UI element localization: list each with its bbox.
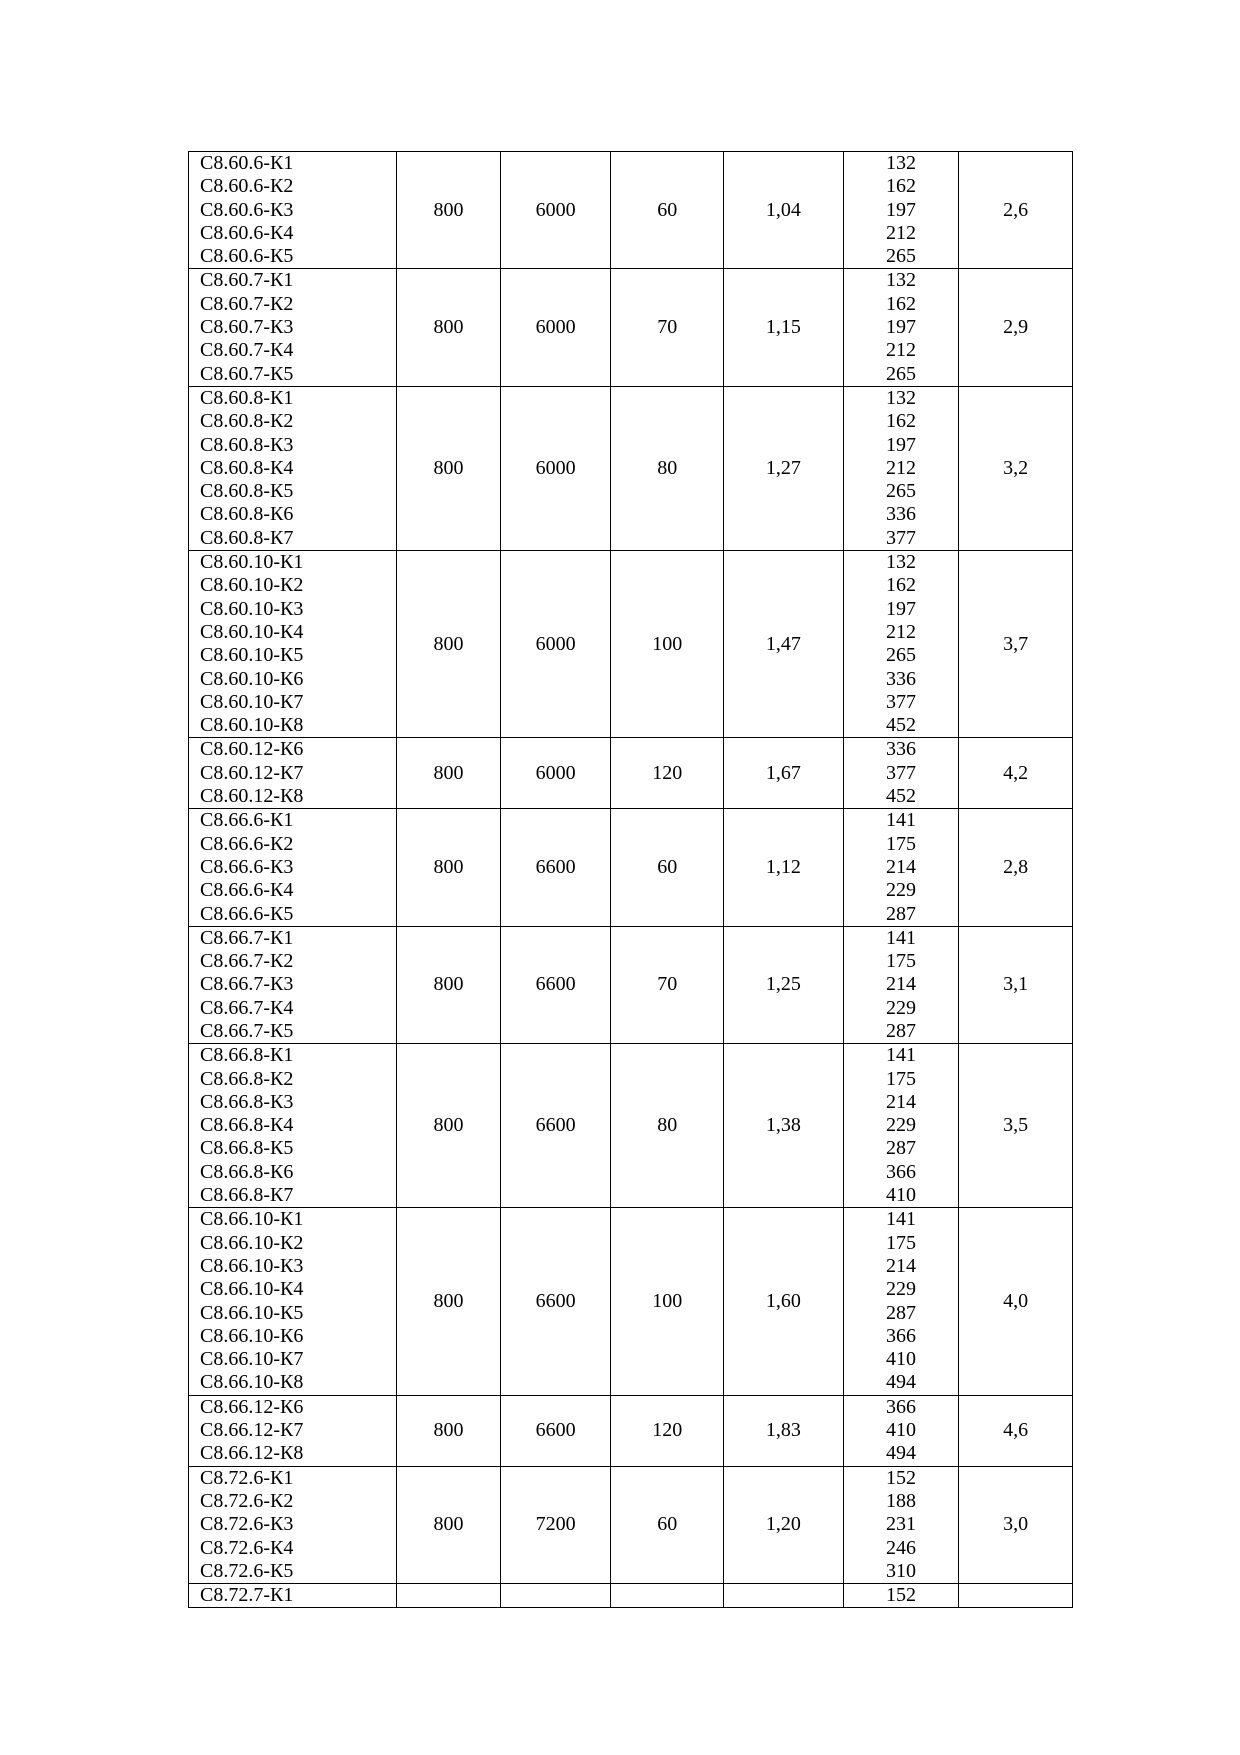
- thickness-cell: 60: [611, 152, 724, 269]
- load-value: 132: [885, 269, 916, 292]
- slab-mark: С8.60.8-К7: [200, 526, 294, 549]
- load-cell: [843, 152, 959, 269]
- width-cell: [397, 1584, 501, 1608]
- load-value: 132: [885, 386, 916, 409]
- slab-mark: С8.66.8-К5: [200, 1137, 294, 1160]
- mass-cell: 2,8: [959, 809, 1073, 926]
- load-value: 265: [885, 480, 916, 503]
- slab-mark: С8.60.6-К5: [200, 245, 294, 268]
- slab-mark: С8.66.12-К6: [200, 1395, 304, 1418]
- slab-mark: С8.66.7-К2: [200, 950, 294, 973]
- mark-cell: [189, 1208, 397, 1395]
- load-value: 366: [885, 1324, 916, 1347]
- load-value: 162: [885, 175, 916, 198]
- slab-mark: С8.66.6-К2: [200, 832, 294, 855]
- load-value: 214: [885, 855, 916, 878]
- slab-mark: С8.66.6-К5: [200, 902, 294, 925]
- volume-cell: 1,15: [724, 269, 844, 386]
- slab-mark: С8.66.10-К3: [200, 1254, 304, 1277]
- slab-mark: С8.60.7-К5: [200, 362, 294, 385]
- slab-mark: С8.60.8-К4: [200, 456, 294, 479]
- load-value: 175: [885, 950, 916, 973]
- slab-mark: С8.60.10-К4: [200, 620, 304, 643]
- slab-mark: С8.60.8-К2: [200, 410, 294, 433]
- mark-cell: [189, 738, 397, 809]
- slab-mark: С8.60.12-К8: [200, 785, 304, 808]
- slab-mark: С8.66.10-К6: [200, 1324, 304, 1347]
- table-body: [189, 152, 1073, 1608]
- load-value: 132: [885, 152, 916, 174]
- slab-mark: С8.60.10-К3: [200, 597, 304, 620]
- load-value: 162: [885, 292, 916, 315]
- slab-mark: С8.66.10-К8: [200, 1371, 304, 1394]
- mass-cell: 3,1: [959, 926, 1073, 1043]
- slab-mark: С8.66.8-К4: [200, 1114, 294, 1137]
- load-cell: [843, 1466, 959, 1583]
- slab-mark: С8.60.10-К6: [200, 667, 304, 690]
- load-cell: [843, 738, 959, 809]
- load-value: 214: [885, 1254, 916, 1277]
- load-value: 287: [885, 1137, 916, 1160]
- slab-mark: С8.60.10-К2: [200, 574, 304, 597]
- load-value: 377: [885, 690, 916, 713]
- load-value: 366: [885, 1395, 916, 1418]
- mass-cell: 4,6: [959, 1395, 1073, 1466]
- length-cell: 6600: [500, 926, 611, 1043]
- thickness-cell: 70: [611, 926, 724, 1043]
- thickness-cell: 80: [611, 1044, 724, 1208]
- mass-cell: [959, 1584, 1073, 1608]
- load-value: 410: [885, 1419, 916, 1442]
- volume-cell: 1,60: [724, 1208, 844, 1395]
- slab-mark: С8.66.10-К7: [200, 1348, 304, 1371]
- table-row: [189, 809, 1073, 926]
- table-row: [189, 1466, 1073, 1583]
- length-cell: 6000: [500, 386, 611, 550]
- table-row: [189, 551, 1073, 738]
- load-cell: [843, 269, 959, 386]
- load-value: 265: [885, 245, 916, 268]
- slab-mark: С8.60.7-К1: [200, 269, 294, 292]
- length-cell: 6000: [500, 551, 611, 738]
- load-value: 162: [885, 574, 916, 597]
- table-row: [189, 386, 1073, 550]
- load-value: 212: [885, 456, 916, 479]
- slab-mark: С8.72.6-К1: [200, 1466, 294, 1489]
- load-value: 410: [885, 1348, 916, 1371]
- slab-mark: С8.66.8-К6: [200, 1160, 294, 1183]
- width-cell: 800: [397, 1044, 501, 1208]
- slab-mark: С8.66.8-К7: [200, 1184, 294, 1207]
- mass-cell: 3,7: [959, 551, 1073, 738]
- load-value: 141: [885, 1044, 916, 1067]
- slab-mark: С8.66.7-К1: [200, 926, 294, 949]
- load-value: 246: [885, 1536, 916, 1559]
- mark-cell: [189, 1044, 397, 1208]
- load-value: 175: [885, 1067, 916, 1090]
- thickness-cell: 100: [611, 551, 724, 738]
- width-cell: 800: [397, 1395, 501, 1466]
- slab-mark: С8.66.12-К7: [200, 1419, 304, 1442]
- load-value: 132: [885, 551, 916, 574]
- load-cell: [843, 809, 959, 926]
- table-row: [189, 1208, 1073, 1395]
- length-cell: 7200: [500, 1466, 611, 1583]
- load-value: 452: [885, 714, 916, 737]
- length-cell: [500, 1584, 611, 1608]
- load-value: 197: [885, 316, 916, 339]
- thickness-cell: 80: [611, 386, 724, 550]
- thickness-cell: 70: [611, 269, 724, 386]
- table-row: [189, 738, 1073, 809]
- length-cell: 6000: [500, 152, 611, 269]
- slab-mark: С8.60.7-К4: [200, 339, 294, 362]
- thickness-cell: 60: [611, 1466, 724, 1583]
- load-value: 265: [885, 644, 916, 667]
- load-value: 377: [885, 761, 916, 784]
- width-cell: 800: [397, 551, 501, 738]
- thickness-cell: 100: [611, 1208, 724, 1395]
- slab-mark: С8.72.7-К1: [200, 1584, 294, 1607]
- volume-cell: 1,25: [724, 926, 844, 1043]
- load-value: 212: [885, 620, 916, 643]
- load-value: 265: [885, 362, 916, 385]
- load-value: 377: [885, 526, 916, 549]
- load-value: 197: [885, 198, 916, 221]
- width-cell: 800: [397, 809, 501, 926]
- load-value: 229: [885, 996, 916, 1019]
- load-value: 212: [885, 339, 916, 362]
- load-value: 152: [885, 1584, 916, 1607]
- table-row: [189, 269, 1073, 386]
- slab-mark: С8.60.10-К7: [200, 690, 304, 713]
- slab-mark: С8.72.6-К2: [200, 1489, 294, 1512]
- width-cell: 800: [397, 269, 501, 386]
- load-value: 197: [885, 597, 916, 620]
- load-value: 175: [885, 832, 916, 855]
- slab-mark: С8.66.7-К3: [200, 973, 294, 996]
- load-value: 336: [885, 738, 916, 761]
- thickness-cell: 120: [611, 738, 724, 809]
- load-value: 494: [885, 1442, 916, 1465]
- mark-cell: [189, 152, 397, 269]
- width-cell: 800: [397, 738, 501, 809]
- slab-mark: С8.60.12-К6: [200, 738, 304, 761]
- load-value: 162: [885, 410, 916, 433]
- volume-cell: 1,04: [724, 152, 844, 269]
- slab-mark: С8.66.8-К1: [200, 1044, 294, 1067]
- load-value: 141: [885, 926, 916, 949]
- load-value: 410: [885, 1184, 916, 1207]
- slab-mark: С8.66.10-К2: [200, 1231, 304, 1254]
- length-cell: 6000: [500, 269, 611, 386]
- slab-mark: С8.66.7-К4: [200, 996, 294, 1019]
- load-value: 197: [885, 433, 916, 456]
- slab-mark: С8.66.10-К5: [200, 1301, 304, 1324]
- slab-mark: С8.66.8-К2: [200, 1067, 294, 1090]
- mark-cell: [189, 1584, 397, 1608]
- load-value: 310: [885, 1559, 916, 1582]
- slab-mark: С8.60.10-К8: [200, 714, 304, 737]
- volume-cell: 1,83: [724, 1395, 844, 1466]
- width-cell: 800: [397, 386, 501, 550]
- slab-mark: С8.66.7-К5: [200, 1019, 294, 1042]
- width-cell: 800: [397, 152, 501, 269]
- slab-mark: С8.60.8-К3: [200, 433, 294, 456]
- mark-cell: [189, 1395, 397, 1466]
- table-row: [189, 1044, 1073, 1208]
- mark-cell: [189, 809, 397, 926]
- load-value: 287: [885, 902, 916, 925]
- table-row: [189, 1395, 1073, 1466]
- load-cell: [843, 1044, 959, 1208]
- slab-mark: С8.72.6-К3: [200, 1513, 294, 1536]
- slab-mark: С8.60.6-К3: [200, 198, 294, 221]
- table-row: [189, 926, 1073, 1043]
- slab-mark: С8.66.6-К3: [200, 855, 294, 878]
- volume-cell: 1,20: [724, 1466, 844, 1583]
- load-cell: [843, 1395, 959, 1466]
- length-cell: 6600: [500, 809, 611, 926]
- thickness-cell: 120: [611, 1395, 724, 1466]
- load-cell: [843, 1208, 959, 1395]
- specification-table: [188, 151, 1073, 1608]
- mark-cell: [189, 269, 397, 386]
- load-value: 287: [885, 1301, 916, 1324]
- slab-mark: С8.66.10-К1: [200, 1208, 304, 1231]
- slab-mark: С8.60.10-К1: [200, 551, 304, 574]
- mark-cell: [189, 1466, 397, 1583]
- load-value: 366: [885, 1160, 916, 1183]
- slab-mark: С8.66.8-К3: [200, 1090, 294, 1113]
- width-cell: 800: [397, 1466, 501, 1583]
- load-cell: [843, 926, 959, 1043]
- load-value: 494: [885, 1371, 916, 1394]
- load-cell: [843, 1584, 959, 1608]
- volume-cell: 1,27: [724, 386, 844, 550]
- slab-mark: С8.60.10-К5: [200, 644, 304, 667]
- mass-cell: 3,5: [959, 1044, 1073, 1208]
- slab-mark: С8.66.12-К8: [200, 1442, 304, 1465]
- load-value: 188: [885, 1489, 916, 1512]
- slab-mark: С8.60.7-К3: [200, 316, 294, 339]
- mass-cell: 3,0: [959, 1466, 1073, 1583]
- load-value: 175: [885, 1231, 916, 1254]
- load-value: 229: [885, 879, 916, 902]
- table-row: [189, 152, 1073, 269]
- slab-mark: С8.60.6-К2: [200, 175, 294, 198]
- mass-cell: 2,6: [959, 152, 1073, 269]
- load-value: 287: [885, 1019, 916, 1042]
- load-value: 214: [885, 973, 916, 996]
- load-value: 231: [885, 1513, 916, 1536]
- slab-mark: С8.60.8-К6: [200, 503, 294, 526]
- load-value: 336: [885, 667, 916, 690]
- load-value: 229: [885, 1278, 916, 1301]
- table-row: [189, 1584, 1073, 1608]
- slab-mark: С8.66.6-К4: [200, 879, 294, 902]
- load-value: 141: [885, 1208, 916, 1231]
- mark-cell: [189, 386, 397, 550]
- load-value: 229: [885, 1114, 916, 1137]
- load-value: 214: [885, 1090, 916, 1113]
- length-cell: 6000: [500, 738, 611, 809]
- thickness-cell: [611, 1584, 724, 1608]
- slab-mark: С8.60.6-К4: [200, 221, 294, 244]
- volume-cell: 1,67: [724, 738, 844, 809]
- slab-mark: С8.72.6-К5: [200, 1559, 294, 1582]
- mark-cell: [189, 551, 397, 738]
- thickness-cell: 60: [611, 809, 724, 926]
- mass-cell: 2,9: [959, 269, 1073, 386]
- slab-mark: С8.60.12-К7: [200, 761, 304, 784]
- volume-cell: 1,38: [724, 1044, 844, 1208]
- volume-cell: 1,12: [724, 809, 844, 926]
- slab-mark: С8.60.6-К1: [200, 152, 294, 174]
- slab-mark: С8.60.8-К5: [200, 480, 294, 503]
- mass-cell: 3,2: [959, 386, 1073, 550]
- slab-mark: С8.66.6-К1: [200, 809, 294, 832]
- load-value: 212: [885, 221, 916, 244]
- slab-mark: С8.60.7-К2: [200, 292, 294, 315]
- load-value: 336: [885, 503, 916, 526]
- width-cell: 800: [397, 1208, 501, 1395]
- load-value: 152: [885, 1466, 916, 1489]
- length-cell: 6600: [500, 1395, 611, 1466]
- load-cell: [843, 551, 959, 738]
- slab-mark: С8.66.10-К4: [200, 1278, 304, 1301]
- width-cell: 800: [397, 926, 501, 1043]
- load-value: 452: [885, 785, 916, 808]
- volume-cell: [724, 1584, 844, 1608]
- volume-cell: 1,47: [724, 551, 844, 738]
- mass-cell: 4,2: [959, 738, 1073, 809]
- slab-mark: С8.72.6-К4: [200, 1536, 294, 1559]
- slab-mark: С8.60.8-К1: [200, 386, 294, 409]
- load-value: 141: [885, 809, 916, 832]
- load-cell: [843, 386, 959, 550]
- mass-cell: 4,0: [959, 1208, 1073, 1395]
- length-cell: 6600: [500, 1044, 611, 1208]
- mark-cell: [189, 926, 397, 1043]
- length-cell: 6600: [500, 1208, 611, 1395]
